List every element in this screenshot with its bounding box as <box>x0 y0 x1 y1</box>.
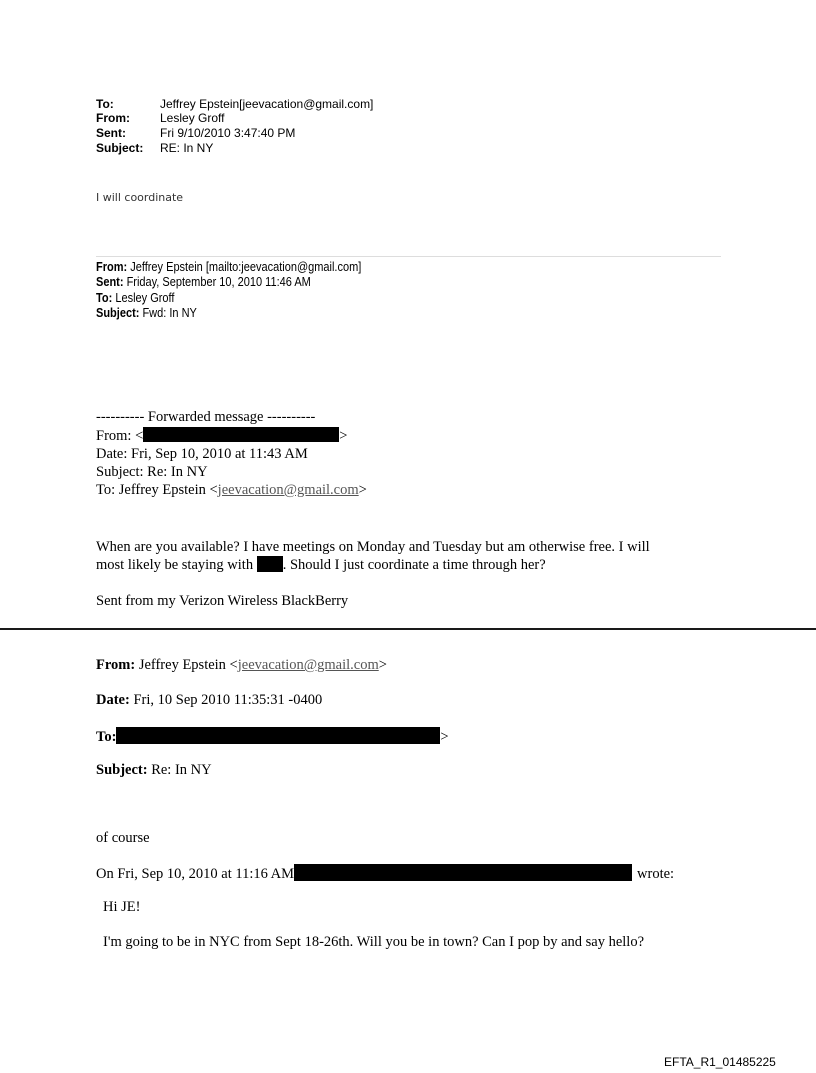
msg2-subject-line <box>96 306 197 320</box>
forwarded-body-line2 <box>96 556 546 574</box>
forwarded-body-line2-b: . Should I just coordinate a time through her? <box>282 557 546 573</box>
to-value: Jeffrey Epstein[jeevacation@gmail.com] <box>160 97 374 111</box>
quote-intro: On Fri, Sep 10, 2010 at 11:16 AM <box>96 866 295 882</box>
to-label: To: <box>96 97 114 111</box>
from-label: From: <box>96 111 130 125</box>
msg2-to-label: To: <box>96 291 113 305</box>
msg3-from-label: From: <box>96 657 136 673</box>
redaction-block <box>116 727 440 744</box>
quote-intro-line <box>96 864 674 883</box>
msg3-date-value: Fri, 10 Sep 2010 11:35:31 -0400 <box>129 692 323 708</box>
from-value: Lesley Groff <box>160 111 225 125</box>
quote-body: I'm going to be in NYC from Sept 18-26th. Will you be in town? Can I pop by and say hello? <box>103 934 645 950</box>
email-link[interactable]: jeevacation@gmail.com <box>237 657 379 673</box>
msg2-sent-value: Friday, September 10, 2010 11:46 AM <box>126 275 311 289</box>
msg3-to-label: To: <box>96 729 117 745</box>
forwarded-to-suffix: > <box>358 482 367 498</box>
forwarded-from-prefix: From: < <box>96 428 144 444</box>
msg2-subject-label: Subject: <box>96 306 140 320</box>
quote-wrote: wrote: <box>637 866 675 882</box>
subject-value: RE: In NY <box>160 141 214 155</box>
forwarded-body-line1: When are you available? I have meetings on Monday and Tuesday but am otherwise free. I will <box>96 539 650 555</box>
msg2-to-line <box>96 291 174 305</box>
sent-value: Fri 9/10/2010 3:47:40 PM <box>160 126 296 140</box>
msg3-body: of course <box>96 830 150 846</box>
redaction-block <box>257 556 283 572</box>
email-link[interactable]: jeevacation@gmail.com <box>217 482 359 498</box>
msg2-subject-value: Fwd: In NY <box>142 306 197 320</box>
msg3-to-line <box>96 727 449 746</box>
msg3-date-label: Date: <box>96 692 130 708</box>
msg3-date-line <box>96 692 322 709</box>
forwarded-subject-line: Subject: Re: In NY <box>96 464 208 480</box>
subject-label: Subject: <box>96 141 144 155</box>
forwarded-to-line <box>96 481 367 499</box>
forwarded-banner: ---------- Forwarded message ---------- <box>96 409 316 425</box>
msg2-from-value: Jeffrey Epstein [mailto:jeevacation@gmail.com] <box>130 260 362 274</box>
msg3-from-line <box>96 657 387 674</box>
msg3-from-suffix: > <box>378 657 387 673</box>
msg3-to-suffix: > <box>440 729 449 745</box>
msg2-sent-label: Sent: <box>96 275 124 289</box>
msg3-from-name: Jeffrey Epstein < <box>135 657 238 673</box>
document-id: EFTA_R1_01485225 <box>664 1055 776 1069</box>
signature: Sent from my Verizon Wireless BlackBerry <box>96 593 349 609</box>
forwarded-body-line2-a: most likely be staying with <box>96 557 254 573</box>
forwarded-to-prefix: To: Jeffrey Epstein < <box>96 482 218 498</box>
forwarded-from-line <box>96 427 347 445</box>
msg3-subject-value: Re: In NY <box>147 762 212 778</box>
msg2-from-label: From: <box>96 260 128 274</box>
redaction-block <box>143 427 339 442</box>
redaction-block <box>294 864 632 881</box>
forwarded-date-line: Date: Fri, Sep 10, 2010 at 11:43 AM <box>96 446 308 462</box>
quote-greeting: Hi JE! <box>103 899 141 915</box>
divider-light <box>96 256 721 257</box>
msg2-sent-line <box>96 275 311 289</box>
reply-body: I will coordinate <box>96 191 184 204</box>
forwarded-from-suffix: > <box>339 428 348 444</box>
msg3-subject-label: Subject: <box>96 762 148 778</box>
sent-label: Sent: <box>96 126 126 140</box>
msg2-from-line <box>96 260 361 274</box>
msg2-to-value: Lesley Groff <box>115 291 175 305</box>
divider-thick <box>0 628 816 630</box>
msg3-subject-line <box>96 762 212 779</box>
